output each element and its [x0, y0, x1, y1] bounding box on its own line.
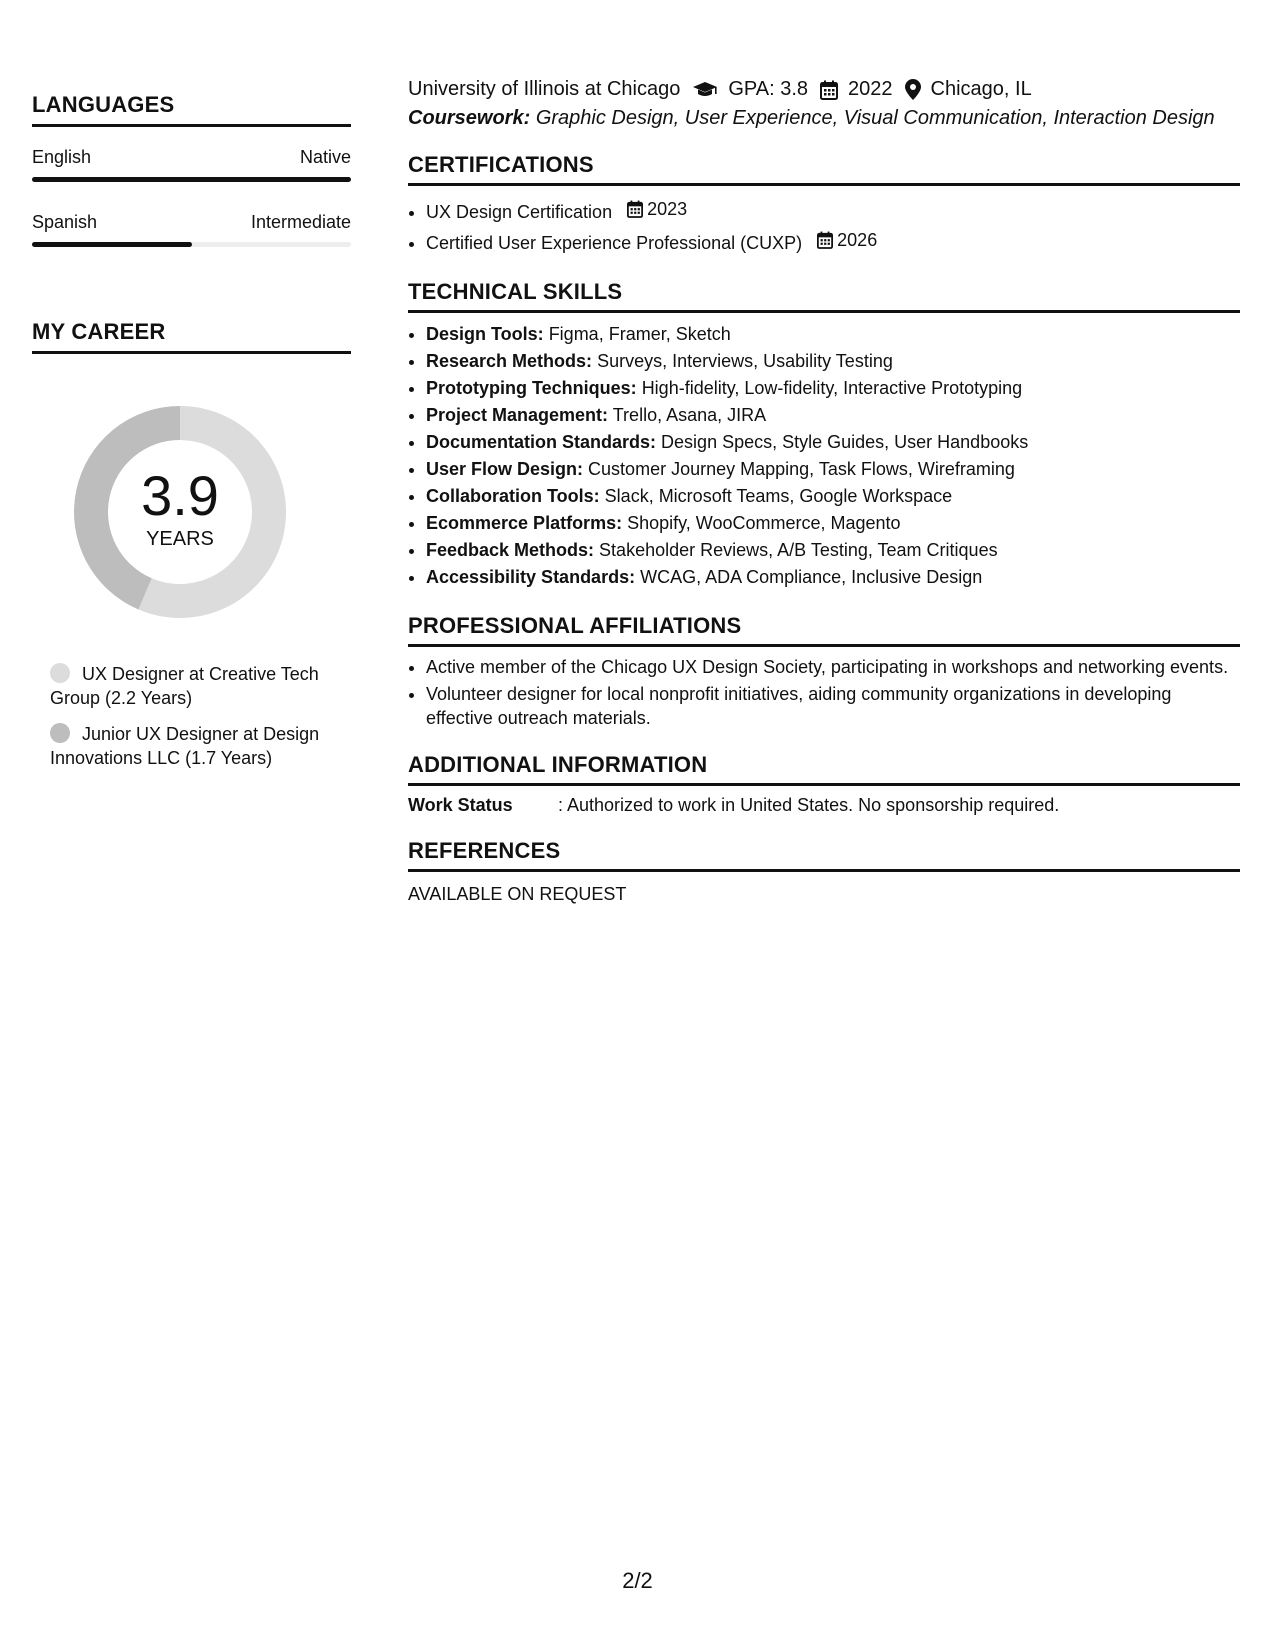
language-level: Native	[299, 147, 351, 167]
additional-info-title: ADDITIONAL INFORMATION	[408, 752, 1240, 786]
certifications-title: CERTIFICATIONS	[408, 152, 1240, 186]
coursework-text: Graphic Design, User Experience, Visual Communication, Interaction Design	[535, 107, 1215, 129]
skill-label: Feedback Methods:	[426, 540, 595, 560]
language-level: Intermediate	[250, 212, 351, 232]
certification-name: Certified User Experience Professional (CUXP)	[426, 233, 803, 253]
skill-item	[426, 321, 1240, 348]
map-pin-icon	[905, 79, 921, 100]
skill-item	[426, 537, 1240, 564]
skill-item	[426, 375, 1240, 402]
skill-value: Shopify, WooCommerce, Magento	[627, 513, 901, 533]
gpa: GPA: 3.8	[728, 78, 809, 100]
skill-item	[426, 402, 1240, 429]
skill-label: Ecommerce Platforms:	[426, 513, 623, 533]
work-status-value: : Authorized to work in United States. No sponsorship required.	[558, 795, 1060, 815]
career-legend-item	[50, 662, 340, 710]
career-donut-chart	[66, 398, 294, 626]
language-name: Spanish	[32, 212, 98, 232]
coursework-line	[408, 107, 1240, 130]
affiliation-item: • Active member of the Chicago UX Design Society, participating in workshops and networking events.	[426, 655, 1240, 679]
affiliations-list	[408, 655, 1240, 730]
right-column	[408, 78, 1240, 905]
work-status-row	[408, 795, 1240, 816]
graduation-year: 2022	[848, 78, 893, 100]
language-name: English	[32, 147, 92, 167]
affiliations-title: PROFESSIONAL AFFILIATIONS	[408, 613, 1240, 647]
skill-label: Prototyping Techniques:	[426, 378, 637, 398]
school-name: University of Illinois at Chicago	[408, 78, 681, 100]
skill-item	[426, 429, 1240, 456]
skill-item	[426, 348, 1240, 375]
technical-skills-list	[408, 321, 1240, 591]
legend-dot	[50, 663, 70, 683]
language-bar-fill	[32, 177, 351, 182]
skill-value: High-fidelity, Low-fidelity, Interactive Prototyping	[641, 378, 1023, 398]
references-title: REFERENCES	[408, 838, 1240, 872]
certification-year: 2023	[647, 199, 688, 219]
calendar-icon	[817, 231, 833, 249]
skill-value: Design Specs, Style Guides, User Handbooks	[661, 432, 1029, 452]
career-total-years: 3.9	[141, 463, 219, 527]
career-total-unit: YEARS	[146, 527, 214, 550]
graduation-cap-icon	[692, 81, 718, 99]
skill-value: Trello, Asana, JIRA	[612, 405, 767, 425]
skill-value: Slack, Microsoft Teams, Google Workspace	[604, 486, 953, 506]
certifications-list	[408, 195, 1240, 257]
skill-label: Collaboration Tools:	[426, 486, 600, 506]
skill-label: User Flow Design:	[426, 459, 584, 479]
certification-name: UX Design Certification	[426, 202, 613, 222]
skill-label: Accessibility Standards:	[426, 567, 636, 587]
affiliation-item: • Volunteer designer for local nonprofit initiatives, aiding community organizations in developing effective outreach materials.	[426, 682, 1240, 730]
language-item	[32, 147, 351, 182]
skill-value: Figma, Framer, Sketch	[548, 324, 731, 344]
references-text: AVAILABLE ON REQUEST	[408, 884, 627, 904]
skill-value: Customer Journey Mapping, Task Flows, Wireframing	[588, 459, 1015, 479]
education-line	[408, 78, 1240, 101]
calendar-icon	[627, 200, 643, 218]
languages-title: LANGUAGES	[32, 92, 351, 127]
certification-year: 2026	[837, 230, 878, 250]
skill-label: Documentation Standards:	[426, 432, 657, 452]
skill-item	[426, 564, 1240, 591]
skill-label: Design Tools:	[426, 324, 544, 344]
left-column	[32, 92, 351, 782]
skill-label: Project Management:	[426, 405, 609, 425]
language-bar	[32, 177, 351, 182]
list-item	[426, 226, 1240, 257]
career-legend	[50, 662, 340, 770]
calendar-icon	[820, 80, 838, 100]
skill-item	[426, 483, 1240, 510]
skill-item	[426, 510, 1240, 537]
skill-item	[426, 456, 1240, 483]
skill-value: Surveys, Interviews, Usability Testing	[597, 351, 893, 371]
legend-dot	[50, 723, 70, 743]
list-item	[426, 195, 1240, 226]
education-location: Chicago, IL	[930, 78, 1032, 100]
technical-skills-title: TECHNICAL SKILLS	[408, 279, 1240, 313]
skill-value: Stakeholder Reviews, A/B Testing, Team Critiques	[599, 540, 998, 560]
career-role-label: Junior UX Designer at Design Innovations LLC (1.7 Years)	[50, 724, 320, 768]
language-item	[32, 212, 351, 247]
skill-label: Research Methods:	[426, 351, 593, 371]
page-number: 2/2	[622, 1568, 653, 1593]
coursework-label: Coursework:	[408, 107, 531, 129]
language-bar-fill	[32, 242, 192, 247]
career-title: MY CAREER	[32, 319, 351, 354]
career-legend-item	[50, 722, 340, 770]
work-status-label: Work Status	[408, 795, 513, 815]
skill-value: WCAG, ADA Compliance, Inclusive Design	[640, 567, 983, 587]
language-bar	[32, 242, 351, 247]
career-role-label: UX Designer at Creative Tech Group (2.2 Years)	[50, 664, 319, 708]
